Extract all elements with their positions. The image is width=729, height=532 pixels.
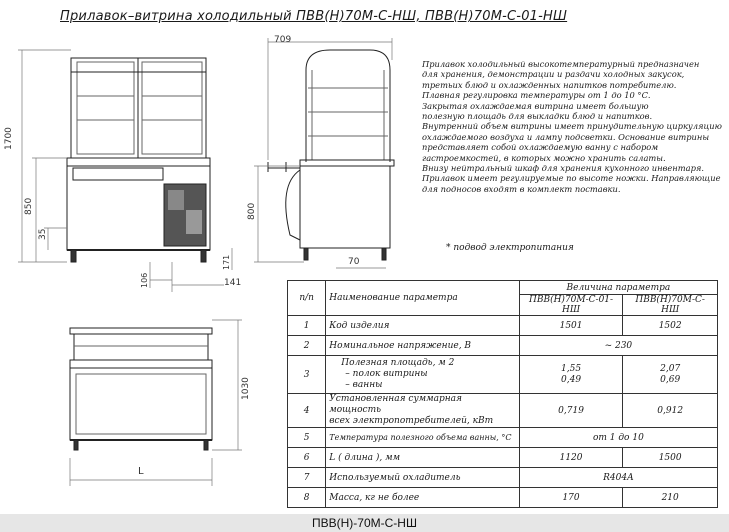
dim-106: 106 [140,272,149,288]
model-a-header: ПВВ(Н)70М-С-01-НШ [519,295,623,316]
desc-line: Плавная регулировка температуры от 1 до 10 °С. [422,90,651,101]
desc-line: полезную площадь для выкладки блюд и напитков. [422,111,653,122]
desc-line: Закрытая охлаждаемая витрина имеет большую [422,100,649,111]
table-row: 1 Код изделия 1501 1502 [288,316,718,336]
desc-line: Прилавок холодильный высокотемпературный предназначен [422,59,700,69]
dim-35: 35 [38,228,48,240]
dim-1030: 1030 [241,377,251,400]
col-value-header: Величина параметра [519,281,717,295]
desc-line: гастроемкостей, в которых можно хранить салаты. [422,152,666,163]
model-b-header: ПВВ(Н)70М-С-НШ [623,295,718,316]
dim-171: 171 [222,254,231,270]
front-view-drawing [67,58,210,262]
power-supply-note: * подвод электропитания [446,243,574,253]
sheet-title: Прилавок–витрина холодильный ПВВ(Н)70М-С-НШ, ПВВ(Н)70М-С-01-НШ [60,9,568,24]
desc-line: третьих блюд и охлажденных напитков потребителю. [422,79,677,90]
table-row: 6 L ( длина ), мм 1120 1500 [288,448,718,468]
desc-line: Внутренний объем витрины имеет принудительную циркуляцию [422,121,722,132]
side-view-drawing [268,50,394,260]
dim-141: 141 [224,278,242,288]
dim-1700: 1700 [4,127,14,150]
table-row: 7 Используемый охладитель R404A [288,468,718,488]
dim-709: 709 [274,35,292,45]
dim-800: 800 [247,202,257,220]
col-num-header: п/п [288,281,326,316]
dim-70: 70 [348,257,360,267]
product-description [422,59,722,194]
desc-line: Внизу нейтральный шкаф для хранения кухонного инвентаря. [422,163,705,174]
desc-line: для подносов входят в комплект поставки. [422,183,621,194]
bottom-front-view-drawing [70,328,212,450]
table-row: 4 Установленная суммарная мощность всех электропотребителей, кВт 0,719 0,912 [288,394,718,428]
desc-line: охлаждаемого воздуха и лампу подсветки. Основание витрины [422,131,710,142]
col-name-header: Наименование параметра [326,281,519,316]
table-row: 5 Температура полезного объема ванны, °С от 1 до 10 [288,428,718,448]
desc-line: представляет собой охлаждаемую ванну с набором [422,142,659,153]
dim-length: L [138,466,144,477]
table-row: 3 Полезная площадь, м 2 – полок витрины – ванны 1,55 0,49 2,07 0,69 [288,356,718,394]
desc-line: для хранения, демонстрации и раздачи холодных закусок, [422,69,685,80]
desc-line: Прилавок имеет регулируемые по высоте ножки. Направляющие [422,173,721,184]
image-caption: ПВВ(Н)-70М-С-НШ [312,516,417,530]
table-row: 2 Номинальное напряжение, В ~ 230 [288,336,718,356]
spec-table [287,280,718,508]
dim-850: 850 [24,197,34,215]
table-row: 8 Масса, кг не более 170 210 [288,488,718,508]
